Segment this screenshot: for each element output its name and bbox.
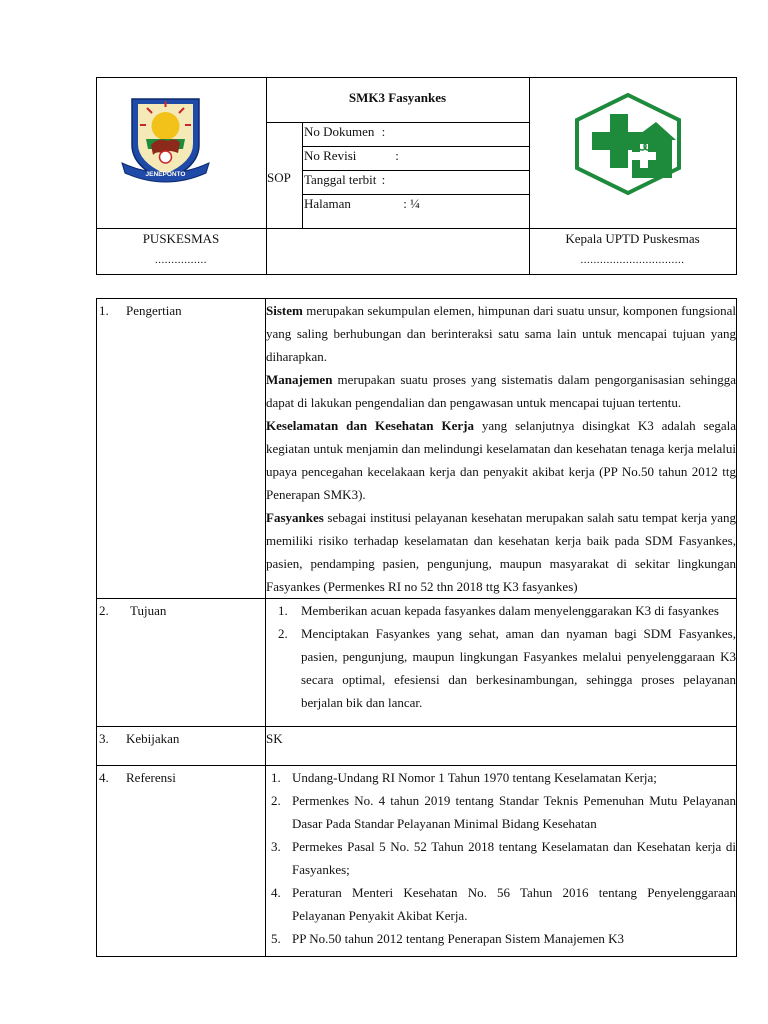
field-label: No Dokumen (304, 124, 375, 139)
section-content-cell (266, 299, 737, 599)
list-item (266, 766, 736, 789)
table-row (97, 727, 737, 766)
section-label-cell (97, 727, 266, 766)
list-number: 4. (271, 885, 281, 900)
section-number: 2. (99, 603, 109, 618)
list-text: Memberikan acuan kepada fasyankes dalam menyelenggarakan K3 di fasyankes (301, 603, 719, 618)
field-halaman (304, 196, 420, 211)
section-number: 4. (99, 770, 109, 785)
section-label-cell (97, 766, 266, 957)
field-no-dokumen (304, 124, 385, 139)
definition-text: merupakan suatu proses yang sistematis dalam pengorganisasian sehingga dapat di lakukan pengendalian dan pengawasan untuk mencapai tujuan tertentu. (266, 372, 736, 410)
list-number: 3. (271, 839, 281, 854)
sop-content-table (96, 298, 737, 957)
section-label: Referensi (126, 770, 176, 785)
list-item (266, 927, 736, 950)
section-number: 1. (99, 303, 109, 318)
list-item (266, 789, 736, 835)
definition-term: Fasyankes (266, 510, 324, 525)
sop-label: SOP (267, 170, 291, 185)
list-item (266, 835, 736, 881)
list-number: 1. (278, 603, 288, 618)
list-item (266, 599, 736, 622)
field-label: No Revisi (304, 148, 357, 163)
list-number: 2. (278, 626, 288, 641)
section-label-cell (97, 299, 266, 599)
kepala-signature-dots: ................................ (580, 254, 685, 266)
field-sep: : (381, 172, 386, 187)
section-content-cell (266, 599, 737, 727)
policy-text: SK (266, 731, 283, 746)
definition-paragraph (266, 414, 736, 506)
section-content-cell (266, 727, 737, 766)
kepala-uptd-label: Kepala UPTD Puskesmas (565, 231, 700, 246)
list-text: Menciptakan Fasyankes yang sehat, aman dan nyaman bagi SDM Fasyankes, pasien, pengunjung, maupun lingkungan Fasyankes melalui penyelenggaraan K3 secara optimal, efesiensi dan berkesinambungan, sehingga proses pelayanan berjalan bik dan lancar. (301, 626, 736, 710)
table-row (97, 599, 737, 727)
field-sep: : ¼ (403, 196, 420, 211)
puskesmas-label: PUSKESMAS (142, 231, 220, 246)
definition-text: sebagai institusi pelayanan kesehatan merupakan salah satu tempat kerja yang memiliki risiko terhadap keselamatan dan kesehatan kerja baik pada SDM Fasyankes, pasien, pendamping pasien, pengunjung, maupun masyarakat di sekitar lingkungan Fasyankes (Permenkes RI no 52 thn 2018 ttg K3 fasyankes) (266, 510, 736, 594)
section-number: 3. (99, 731, 109, 746)
list-text: Permekes Pasal 5 No. 52 Tahun 2018 tentang Keselamatan dan Kesehatan kerja di Fasyankes; (292, 839, 736, 877)
list-number: 1. (271, 770, 281, 785)
definition-paragraph (266, 368, 736, 414)
puskesmas-signature-dots: ................ (155, 254, 207, 266)
logo-ribbon-text: JENEPONTO (145, 171, 186, 178)
definition-term: Manajemen (266, 372, 333, 387)
objective-list (266, 599, 736, 714)
section-label: Kebijakan (126, 731, 180, 746)
list-number: 5. (271, 931, 281, 946)
list-text: Undang-Undang RI Nomor 1 Tahun 1970 tentang Keselamatan Kerja; (292, 770, 657, 785)
table-row (97, 299, 737, 599)
list-item (266, 622, 736, 714)
document-title: SMK3 Fasyankes (348, 90, 447, 105)
list-number: 2. (271, 793, 281, 808)
definition-paragraph (266, 299, 736, 368)
definition-paragraph (266, 506, 736, 598)
reference-list (266, 766, 736, 950)
section-label: Tujuan (130, 603, 167, 618)
field-label: Tanggal terbit (304, 172, 377, 187)
field-label: Halaman (304, 196, 351, 211)
puskesmas-logo (572, 92, 684, 196)
definition-text: merupakan sekumpulan elemen, himpunan dari suatu unsur, komponen fungsional yang saling berhubungan dan berinteraksi satu sama lain untuk mencapai tujuan yang diharapkan. (266, 303, 736, 364)
section-label: Pengertian (126, 303, 182, 318)
definition-term: Sistem (266, 303, 303, 318)
list-text: Permenkes No. 4 tahun 2019 tentang Standar Teknis Pemenuhan Mutu Pelayanan Dasar Pada Standar Pelayanan Minimal Bidang Kesehatan (292, 793, 736, 831)
field-tanggal-terbit (304, 172, 385, 187)
field-no-revisi (304, 148, 399, 163)
field-sep: : (395, 148, 399, 163)
list-text: Peraturan Menteri Kesehatan No. 56 Tahun 2016 tentang Penyelenggaraan Pelayanan Penyakit Akibat Kerja. (292, 885, 736, 923)
section-label-cell (97, 599, 266, 727)
regency-logo (118, 93, 213, 188)
table-row (97, 766, 737, 957)
field-sep: : (381, 124, 386, 139)
section-content-cell (266, 766, 737, 957)
list-text: PP No.50 tahun 2012 tentang Penerapan Sistem Manajemen K3 (292, 931, 625, 946)
list-item (266, 881, 736, 927)
definition-text: yang selanjutnya disingkat K3 adalah segala kegiatan untuk menjamin dan melindungi keselamatan dan kesehatan tenaga kerja melalui upaya pencegahan kecelakaan kerja dan penyakit akibat kerja (PP No.50 tahun 2012 ttg Penerapan SMK3). (266, 418, 737, 502)
definition-term: Keselamatan dan Kesehatan Kerja (266, 418, 474, 433)
